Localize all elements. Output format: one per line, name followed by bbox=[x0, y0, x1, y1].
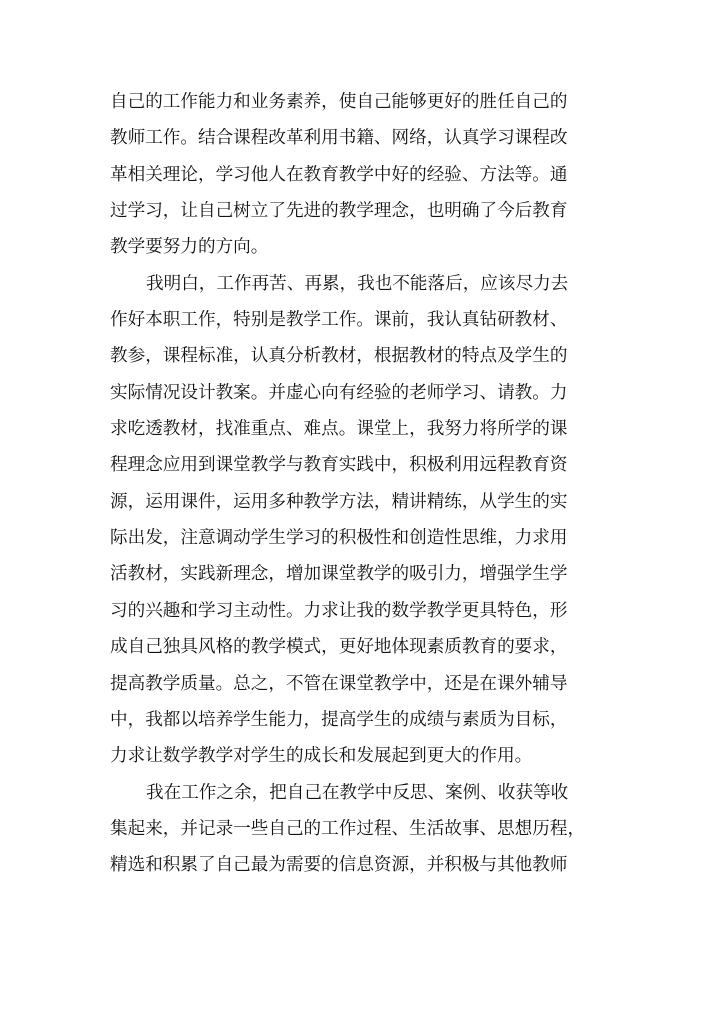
text-line: 习的兴趣和学习主动性。力求让我的数学教学更具特色，形 bbox=[110, 600, 568, 621]
text-line: 力求让数学教学对学生的成长和发展起到更大的作用。 bbox=[110, 746, 533, 767]
text-line: 中，我都以培养学生能力，提高学生的成绩与素质为目标， bbox=[110, 709, 568, 730]
text-line: 教师工作。结合课程改革利用书籍、网络，认真学习课程改 bbox=[110, 128, 568, 149]
text-line: 革相关理论，学习他人在教育教学中好的经验、方法等。通 bbox=[110, 164, 568, 185]
text-line: 自己的工作能力和业务素养，使自己能够更好的胜任自己的 bbox=[110, 92, 568, 112]
text-line: 作好本职工作，特别是教学工作。课前，我认真钻研教材、 bbox=[110, 310, 568, 331]
text-line: 实际情况设计教案。并虚心向有经验的老师学习、请教。力 bbox=[110, 382, 568, 403]
text-line: 集起来，并记录一些自己的工作过程、生活故事、思想历程， bbox=[110, 818, 586, 839]
text-line: 活教材，实践新理念，增加课堂教学的吸引力，增强学生学 bbox=[110, 564, 568, 585]
text-line: 精选和积累了自己最为需要的信息资源，并积极与其他教师 bbox=[110, 855, 568, 876]
text-line: 提高教学质量。总之，不管在课堂教学中，还是在课外辅导 bbox=[110, 673, 568, 694]
text-line: 源，运用课件，运用多种教学方法，精讲精练，从学生的实 bbox=[110, 491, 568, 512]
text-line: 程理念应用到课堂教学与教育实践中，积极利用远程教育资 bbox=[110, 455, 568, 476]
document-body bbox=[110, 84, 610, 884]
text-line: 求吃透教材，找准重点、难点。课堂上，我努力将所学的课 bbox=[110, 419, 568, 440]
text-line: 成自己独具风格的教学模式，更好地体现素质教育的要求， bbox=[110, 637, 568, 658]
text-line: 教参，课程标准，认真分析教材，根据教材的特点及学生的 bbox=[110, 346, 568, 367]
paragraph-first-line: 我在工作之余，把自己在教学中反思、案例、收获等收 bbox=[146, 782, 569, 803]
text-line: 教学要努力的方向。 bbox=[110, 237, 269, 258]
text-line: 际出发，注意调动学生学习的积极性和创造性思维，力求用 bbox=[110, 528, 568, 549]
text-line: 过学习，让自己树立了先进的教学理念，也明确了今后教育 bbox=[110, 201, 568, 222]
paragraph-first-line: 我明白，工作再苦、再累，我也不能落后，应该尽力去 bbox=[146, 273, 569, 294]
